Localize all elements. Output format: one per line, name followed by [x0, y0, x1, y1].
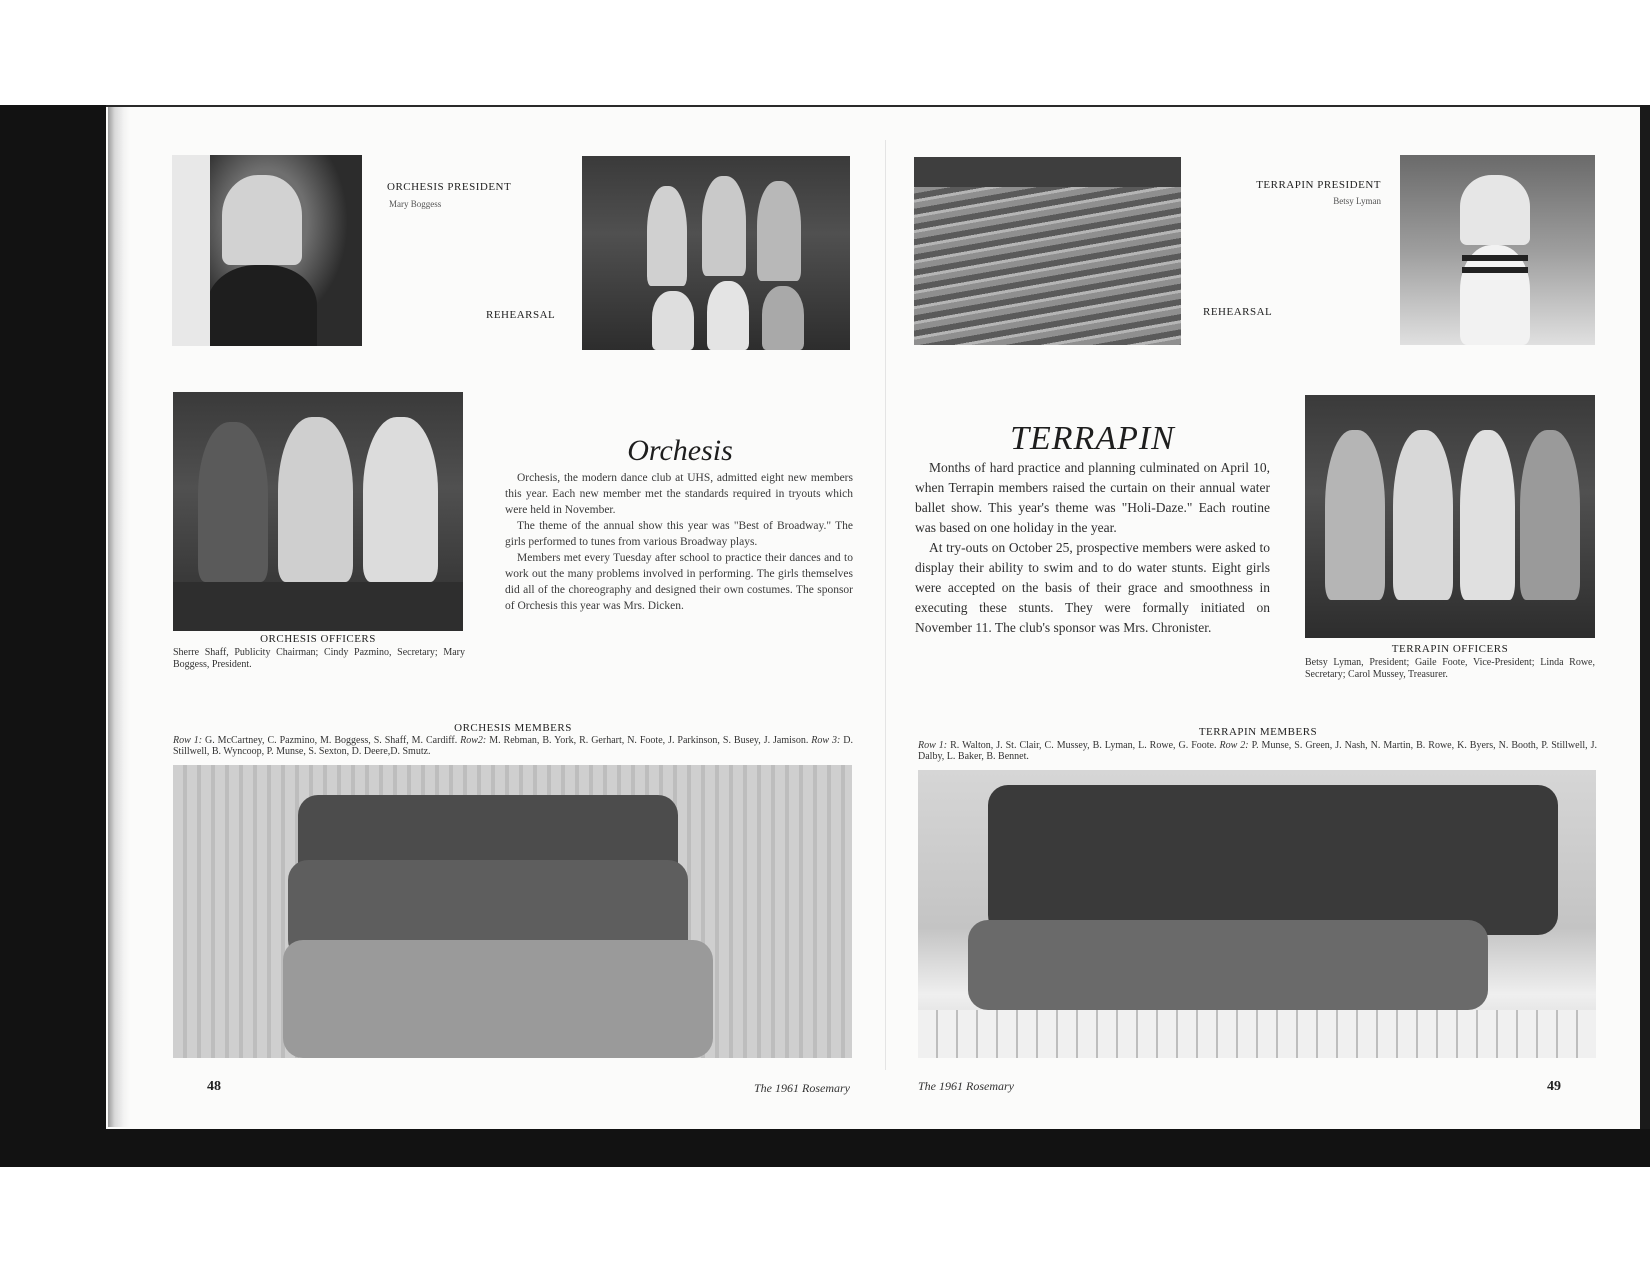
orchesis-officers-photo	[173, 392, 463, 631]
row-label: Row 1:	[918, 740, 948, 751]
orchesis-officers-title: ORCHESIS OFFICERS	[260, 633, 376, 645]
terrapin-members-title: TERRAPIN MEMBERS	[1198, 726, 1318, 738]
row-names: M. Rebman, B. York, R. Gerhart, N. Foote, J. Parkinson, S. Busey, J. Jamison.	[489, 735, 809, 746]
row-names: G. McCartney, C. Pazmino, M. Boggess, S. Shaff, M. Cardiff.	[205, 735, 458, 746]
terrapin-president-name: Betsy Lyman	[1333, 196, 1381, 206]
orchesis-heading: Orchesis	[627, 434, 733, 467]
terrapin-body	[915, 458, 1270, 638]
orchesis-paragraph: The theme of the annual show this year was "Best of Broadway." The girls performed to tunes from various Broadway plays.	[505, 520, 853, 548]
scan-bottom-border	[0, 1129, 1650, 1167]
terrapin-paragraph: Months of hard practice and planning culminated on April 10, when Terrapin members raised the curtain on their annual water ballet show. This year's theme was "Holi-Daze." Each routine was based on one holiday in the year.	[915, 460, 1270, 535]
terrapin-officers-text: Betsy Lyman, President; Gaile Foote, Vice-President; Linda Rowe, Secretary; Carol Mussey, Treasurer.	[1305, 657, 1595, 680]
row-label: Row 1:	[173, 735, 203, 746]
orchesis-president-name: Mary Boggess	[389, 199, 442, 209]
scan-left-border	[0, 105, 106, 1167]
terrapin-president-photo	[1400, 155, 1595, 345]
row-names: P. Munse, S. Green, J. Nash, N. Martin, B. Rowe, K. Byers, N. Booth, P. Stillwell, J. Dalby, L. Baker, B. Bennet.	[918, 740, 1598, 762]
orchesis-members-text	[173, 735, 853, 757]
page-number-left: 48	[207, 1079, 221, 1094]
terrapin-heading: TERRAPIN	[1010, 420, 1175, 457]
terrapin-members-photo	[918, 770, 1596, 1058]
orchesis-president-title: ORCHESIS PRESIDENT	[387, 181, 512, 193]
row-label: Row 2:	[1219, 740, 1249, 751]
page-spine	[885, 140, 886, 1070]
row-names: D. Stillwell, B. Wyncoop, P. Munse, S. Sexton, D. Deere,D. Smutz.	[173, 735, 854, 757]
terrapin-officers-title: TERRAPIN OFFICERS	[1391, 643, 1509, 655]
row-names: R. Walton, J. St. Clair, C. Mussey, B. Lyman, L. Rowe, G. Foote.	[950, 740, 1217, 751]
row-label: Row 3:	[811, 735, 841, 746]
orchesis-rehearsal-label: REHEARSAL	[486, 309, 556, 321]
terrapin-paragraph: At try-outs on October 25, prospective members were asked to display their ability to swim and to do water stunts. Eight girls were accepted on the basis of their grace and smoothness in executing these stunts. They were formally initiated on November 11. The club's sponsor was Mrs. Chronister.	[915, 540, 1270, 635]
orchesis-members-title: ORCHESIS MEMBERS	[454, 722, 572, 734]
page-number-right: 49	[1547, 1079, 1561, 1094]
terrapin-members-text	[918, 740, 1597, 762]
row-label: Row2:	[460, 735, 487, 746]
terrapin-president-title: TERRAPIN PRESIDENT	[1256, 179, 1381, 191]
orchesis-body	[505, 470, 853, 614]
terrapin-officers-photo	[1305, 395, 1595, 638]
book-binding-edge	[108, 107, 130, 1127]
orchesis-paragraph: Members met every Tuesday after school to practice their dances and to work out the many problems involved in performing. The girls themselves did all of the choreography and designed their own costumes. The sponsor of Orchesis this year was Mrs. Dicken.	[505, 552, 853, 612]
orchesis-members-photo	[173, 765, 852, 1058]
footer-left: The 1961 Rosemary	[754, 1081, 850, 1095]
orchesis-officers-text: Sherre Shaff, Publicity Chairman; Cindy Pazmino, Secretary; Mary Boggess, President.	[173, 647, 465, 670]
orchesis-paragraph: Orchesis, the modern dance club at UHS, admitted eight new members this year. Each new member met the standards required in tryouts which were held in November.	[505, 472, 853, 516]
footer-right: The 1961 Rosemary	[918, 1079, 1014, 1093]
orchesis-rehearsal-photo	[582, 156, 850, 350]
orchesis-president-photo	[172, 155, 362, 346]
terrapin-rehearsal-photo	[914, 157, 1181, 345]
scan-right-border	[1640, 105, 1650, 1129]
terrapin-rehearsal-label: REHEARSAL	[1203, 306, 1273, 318]
